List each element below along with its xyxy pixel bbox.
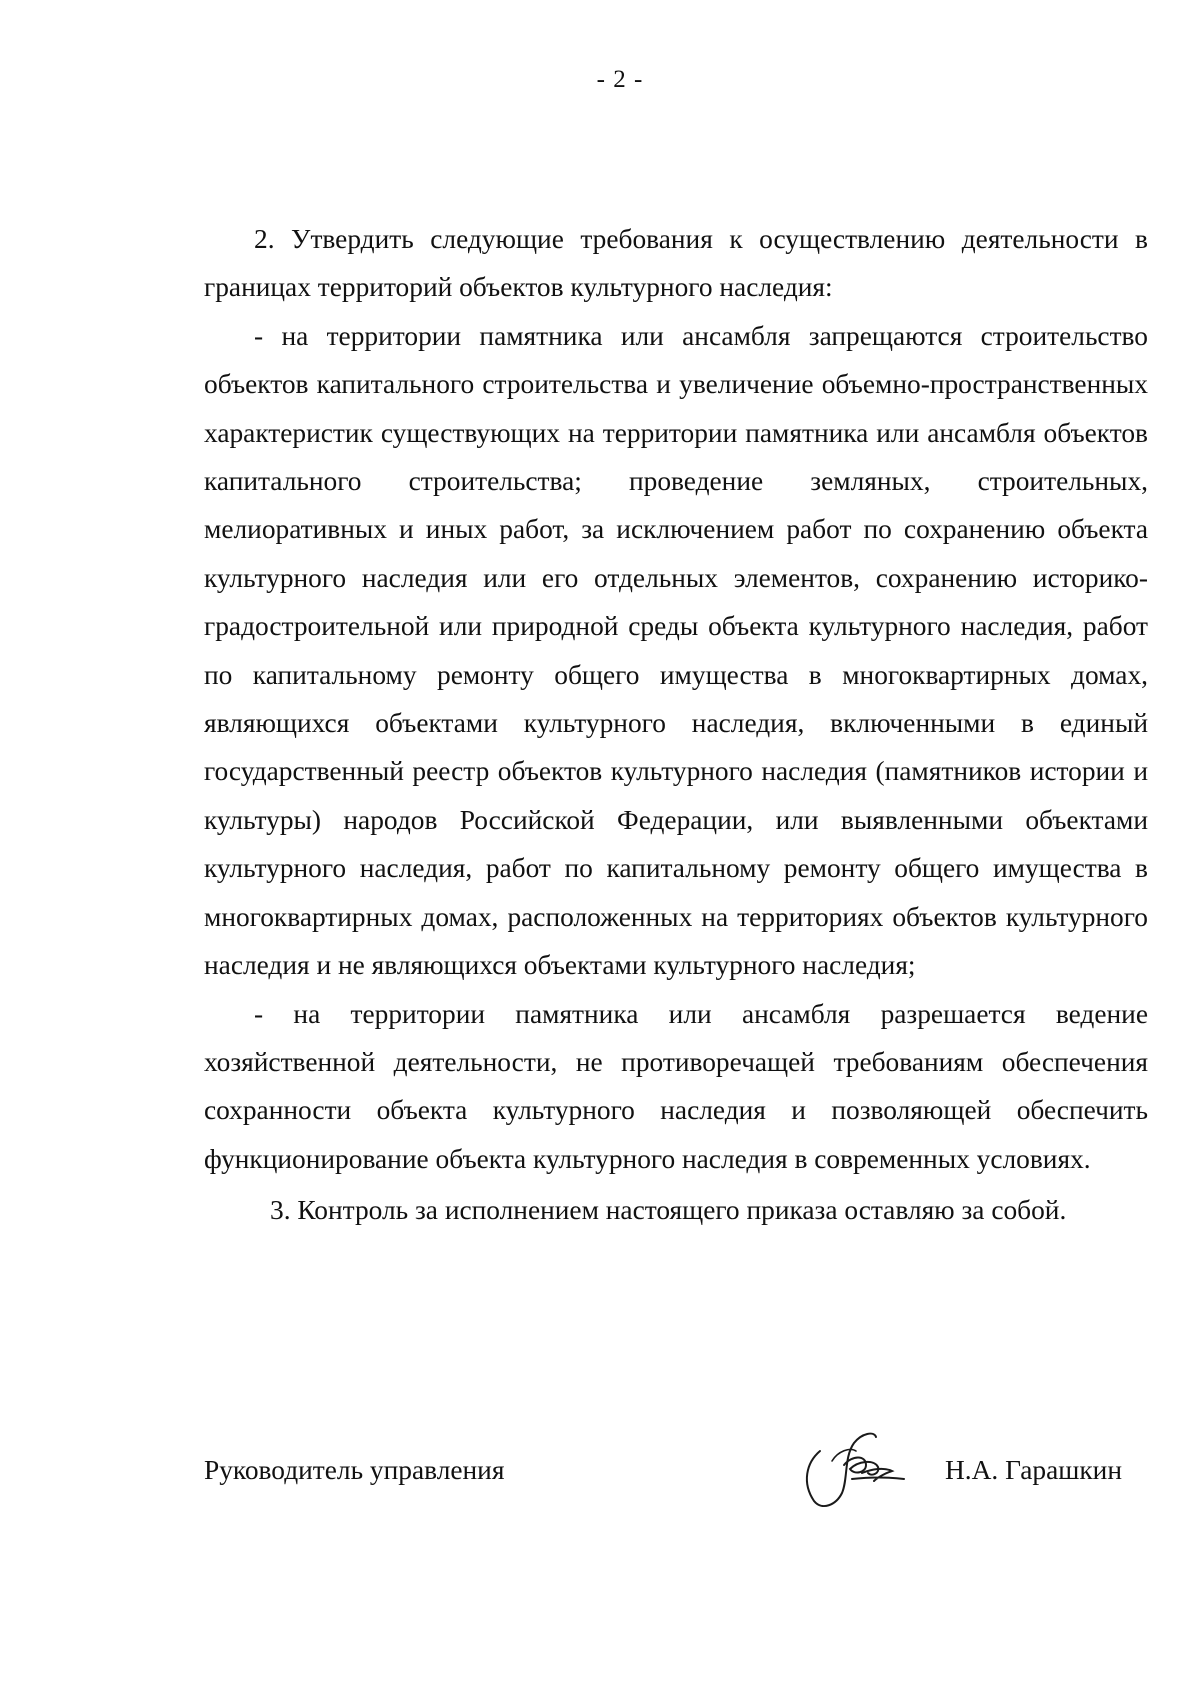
paragraph-item-2: 2. Утвердить следующие требования к осуществлению деятельности в границах территорий объектов культурного наследия: [204,224,1148,303]
document-body [204,215,1148,1235]
signature-block [204,1455,1148,1515]
paragraph-prohibitions: - на территории памятника или ансамбля запрещаются строительство объектов капитального строительства и увеличение объемно-пространственных характеристик существующих на территории памятника или ансамбля объектов капитального строительства; проведение земляных, строительных, мелиоративных и иных работ, за исключением работ по сохранению объекта культурного наследия или его отдельных элементов, сохранению историко-градостроительной или природной среды объекта культурного наследия, работ по капитальному ремонту общего имущества в многоквартирных домах, являющихся объектами культурного наследия, включенными в единый государственный реестр объектов культурного наследия (памятников истории и культуры) народов Российской Федерации, или выявленными объектами культурного наследия, работ по капитальному ремонту общего имущества в многоквартирных домах, расположенных на территориях объектов культурного наследия и не являющихся объектами культурного наследия; [204,320,1148,981]
signatory-name: Н.А. Гарашкин [945,1455,1122,1485]
handwritten-signature [792,1421,912,1517]
paragraph-item-3: 3. Контроль за исполнением настоящего приказа оставляю за собой. [270,1195,1067,1226]
signatory-title: Руководитель управления [204,1455,505,1485]
page-number: - 2 - [596,66,644,93]
paragraph-permissions: - на территории памятника или ансамбля разрешается ведение хозяйственной деятельности, не противоречащей требованиям обеспечения сохранности объекта культурного наследия и позволяющей обеспечить функционирование объекта культурного наследия в современных условиях. [204,998,1148,1174]
